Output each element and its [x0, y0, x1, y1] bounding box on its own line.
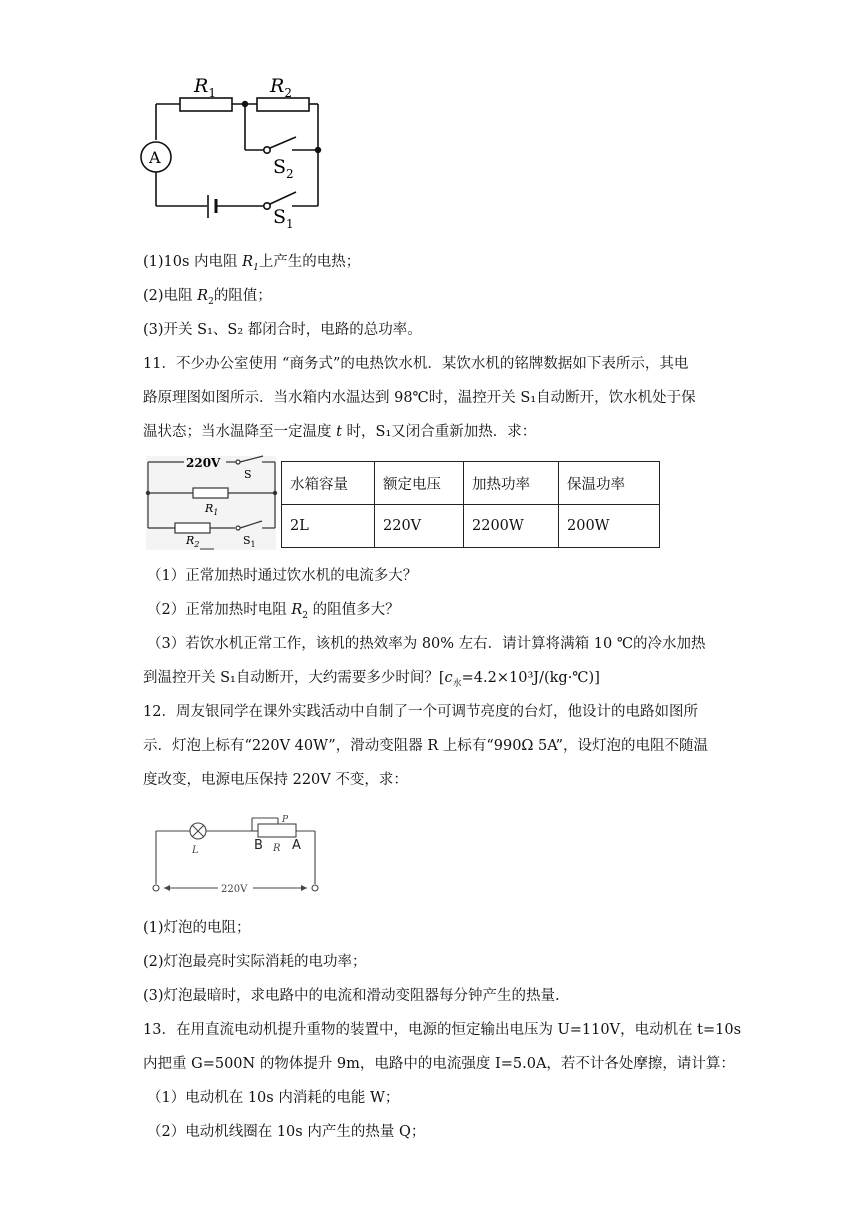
svg-text:L: L — [192, 845, 199, 856]
q12-sub-3: (3)灯泡最暗时，求电路中的电流和滑动变阻器每分钟产生的热量. — [143, 988, 560, 1004]
spec-table — [281, 461, 660, 548]
svg-text:R2: $R_2$ — [186, 534, 200, 549]
q11-sub-1: （1）正常加热时通过饮水机的电流多大？ — [147, 568, 418, 584]
q10-item-3: (3)开关 S₁、S₂ 都闭合时，电路的总功率。 — [143, 322, 422, 338]
resistor-r1-small — [193, 488, 228, 498]
resistor-r2 — [257, 98, 309, 111]
q10-item-2: (2)电阻 $R_2$的阻值； — [143, 288, 272, 307]
q13-stem-line-2: 内把重 G=500N 的物体提升 9m，电路中的电流强度 I=5.0A，若不计各处摩擦，请计算： — [143, 1056, 735, 1072]
table-header-cell: 保温功率 — [559, 462, 660, 505]
svg-text:R1: $R_1$ — [194, 75, 216, 100]
junction-dot — [242, 101, 248, 107]
q10-item-1: (1)10s 内电阻 $R_1$上产生的电热； — [143, 254, 361, 273]
svg-text:220V: 220V — [186, 456, 221, 470]
q11-stem-line-1: 11．不少办公室使用 “商务式”的电热饮水机．某饮水机的铭牌数据如下表所示，其电 — [143, 356, 689, 372]
table-row — [282, 505, 660, 548]
q13-sub-1: （1）电动机在 10s 内消耗的电能 W； — [147, 1090, 400, 1106]
table-cell: 200W — [559, 505, 660, 548]
resistor-r2-small — [175, 523, 210, 533]
svg-text:S: S — [244, 468, 252, 481]
q11-sub-3-line-2: 到温控开关 S₁自动断开，大约需要多少时间？$[c_水=4.2\times 10^3J/(kg\cdot℃)]$ — [143, 670, 600, 689]
q11-stem-line-3: 温状态；当水温降至一定温度 t 时，S₁又闭合重新加热．求： — [143, 424, 537, 440]
table-row — [282, 462, 660, 505]
q12-stem-line-1: 12．周友银同学在课外实践活动中自制了一个可调节亮度的台灯，他设计的电路如图所 — [143, 704, 698, 720]
svg-text:B: B — [254, 838, 263, 853]
svg-text:A: A — [149, 148, 161, 167]
q11-stem-line-2: 路原理图如图所示．当水箱内水温达到 98℃时，温控开关 S₁自动断开，饮水机处于保 — [143, 390, 696, 406]
q12-sub-2: (2)灯泡最亮时实际消耗的电功率； — [143, 954, 367, 970]
svg-text:R: R — [273, 843, 281, 854]
table-cell: 2L — [282, 505, 375, 548]
table-header-cell: 加热功率 — [464, 462, 559, 505]
switch-s1-blade — [270, 192, 296, 204]
table-header-cell: 额定电压 — [375, 462, 464, 505]
junction-dot — [315, 147, 321, 153]
q11-sub-3-line-1: （3）若饮水机正常工作，该机的热效率为 80% 左右．请计算将满箱 10 ℃的冷水加热 — [147, 636, 706, 652]
q12-stem-line-3: 度改变，电源电压保持 220V 不变，求： — [143, 772, 408, 788]
rheostat-body — [258, 824, 296, 837]
resistor-r1 — [180, 98, 232, 111]
svg-text:R1: $R_1$ — [205, 502, 219, 517]
circuit-diagram-3 — [153, 818, 318, 891]
q13-sub-2: （2）电动机线圈在 10s 内产生的热量 Q； — [147, 1124, 426, 1140]
svg-text:S2: $S_2$ — [273, 156, 294, 181]
q11-sub-2: （2）正常加热时电阻 $R_2$ 的阻值多大？ — [147, 602, 400, 621]
q13-stem-line-1: 13．在用直流电动机提升重物的装置中，电源的恒定输出电压为 U=110V，电动机在 t=10s — [143, 1022, 742, 1038]
svg-text:S1: $S_1$ — [243, 534, 256, 549]
svg-text:S1: $S_1$ — [273, 206, 294, 231]
svg-text:220V: 220V — [221, 884, 248, 895]
table-cell: 220V — [375, 505, 464, 548]
switch-s2-blade — [270, 137, 296, 148]
table-cell: 2200W — [464, 505, 559, 548]
svg-text:P: P — [282, 815, 289, 825]
svg-text:R2: $R_2$ — [270, 75, 292, 100]
svg-text:A: A — [292, 838, 301, 853]
q12-sub-1: (1)灯泡的电阻； — [143, 920, 251, 936]
q12-stem-line-2: 示．灯泡上标有“220V 40W”，滑动变阻器 R 上标有“990Ω 5A”，设灯泡的电阻不随温 — [143, 738, 709, 754]
table-header-cell: 水箱容量 — [282, 462, 375, 505]
